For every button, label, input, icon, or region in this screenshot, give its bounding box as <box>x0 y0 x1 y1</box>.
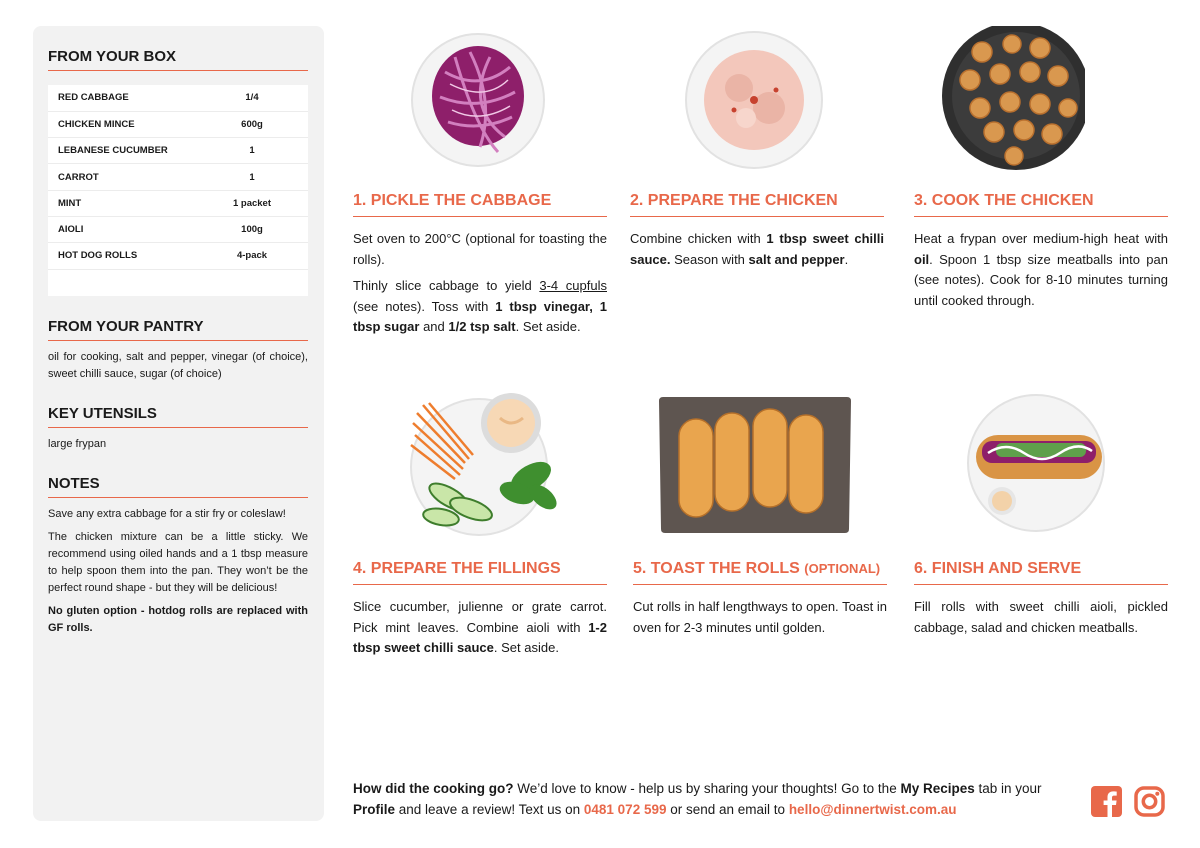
phone-link[interactable]: 0481 072 599 <box>583 802 667 817</box>
toasted-rolls-tray-image <box>659 393 851 536</box>
from-your-box-heading: FROM YOUR BOX <box>48 48 308 71</box>
step-1-body <box>353 229 607 338</box>
ingredient-qty: 1 packet <box>216 190 308 216</box>
pantry-text: oil for cooking, salt and pepper, vinegar (of choice), sweet chilli sauce, sugar (of choice) <box>48 351 308 381</box>
ingredients-table <box>48 85 308 296</box>
step-6 <box>914 560 1168 638</box>
step-2 <box>630 192 884 270</box>
notes-heading: NOTES <box>48 475 308 498</box>
step-4-text: Slice cucumber, julienne or grate carrot. Pick mint leaves. Combine aioli with 1-2 tbsp sweet chilli sauce. Set aside. <box>353 599 607 655</box>
red-cabbage-bowl-image <box>410 32 546 168</box>
step-3-text: Heat a frypan over medium-high heat with oil. Spoon 1 tbsp size meatballs into pan (see notes). Cook for 8-10 minutes turning until cooked through. <box>914 231 1168 308</box>
my-recipes-link[interactable]: My Recipes <box>900 781 975 796</box>
step-2-text: Combine chicken with 1 tbsp sweet chilli sauce. Season with salt and pepper. <box>630 231 884 267</box>
ingredient-row <box>48 190 308 216</box>
step-5-body <box>633 597 887 638</box>
ingredient-qty: 1 <box>216 138 308 164</box>
step-2-body <box>630 229 884 270</box>
ingredient-qty: 4-pack <box>216 243 308 269</box>
sidebar <box>33 26 324 821</box>
ingredient-name: AIOLI <box>48 216 216 242</box>
chicken-mince-bowl-image <box>684 30 824 170</box>
ingredient-qty: 600g <box>216 111 308 137</box>
step-4-title: 4. PREPARE THE FILLINGS <box>353 560 607 585</box>
ingredient-qty: 1 <box>216 164 308 190</box>
feedback-footer: How did the cooking go? We’d love to know - help us by sharing your thoughts! Go to the My Recipes tab in your Profile and leave a review! Text us on 0481 072 599 or send an email to hello@dinnertwist.com.au <box>353 781 1042 817</box>
ingredient-name: RED CABBAGE <box>48 85 216 111</box>
facebook-icon[interactable] <box>1091 786 1122 817</box>
step-5-text: Cut rolls in half lengthways to open. Toast in oven for 2-3 minutes until golden. <box>633 599 887 635</box>
utensils-text: large frypan <box>48 438 107 451</box>
ingredient-row <box>48 138 308 164</box>
ingredient-qty: 100g <box>216 216 308 242</box>
step-1-text: Thinly slice cabbage to yield 3-4 cupfuls (see notes). Toss with 1 tbsp vinegar, 1 tbsp sugar and 1/2 tsp salt. Set aside. <box>353 278 608 334</box>
step-1 <box>353 192 607 338</box>
step-1-text: Set oven to 200°C (optional for toasting the rolls). <box>353 231 607 267</box>
ingredient-name: CARROT <box>48 164 216 190</box>
note-text: The chicken mixture can be a little sticky. We recommend using oiled hands and a 1 tbsp measure to help spoon them into the pan. They won’t be the perfect round shape - but they will be delicious! <box>48 531 308 595</box>
ingredient-row <box>48 85 308 111</box>
ingredient-name: LEBANESE CUCUMBER <box>48 138 216 164</box>
ingredient-name: HOT DOG ROLLS <box>48 243 216 269</box>
step-6-text: Fill rolls with sweet chilli aioli, pickled cabbage, salad and chicken meatballs. <box>914 599 1168 635</box>
fillings-plate-image <box>405 393 563 538</box>
step-2-title: 2. PREPARE THE CHICKEN <box>630 192 884 217</box>
step-3-title: 3. COOK THE CHICKEN <box>914 192 1168 217</box>
step-4 <box>353 560 607 659</box>
instagram-icon[interactable] <box>1134 786 1165 817</box>
note-gluten-free: No gluten option - hotdog rolls are replaced with GF rolls. <box>48 605 308 635</box>
ingredient-row <box>48 243 308 269</box>
ingredient-row-empty <box>48 269 308 296</box>
step-1-title: 1. PICKLE THE CABBAGE <box>353 192 607 217</box>
step-3-body <box>914 229 1168 311</box>
hot-dog-plate-image <box>966 393 1106 535</box>
step-3 <box>914 192 1168 311</box>
step-6-title: 6. FINISH AND SERVE <box>914 560 1168 585</box>
step-5 <box>633 560 887 638</box>
step-6-body <box>914 597 1168 638</box>
step-4-body <box>353 597 607 659</box>
from-your-pantry-heading: FROM YOUR PANTRY <box>48 318 308 341</box>
profile-link[interactable]: Profile <box>353 802 396 817</box>
ingredient-qty: 1/4 <box>216 85 308 111</box>
email-link[interactable]: hello@dinnertwist.com.au <box>788 802 957 817</box>
ingredient-row <box>48 216 308 242</box>
ingredient-row <box>48 111 308 137</box>
note-text: Save any extra cabbage for a stir fry or coleslaw! <box>48 508 286 521</box>
frypan-meatballs-image <box>940 26 1085 170</box>
ingredient-name: CHICKEN MINCE <box>48 111 216 137</box>
ingredient-row <box>48 164 308 190</box>
ingredient-name: MINT <box>48 190 216 216</box>
key-utensils-heading: KEY UTENSILS <box>48 405 308 428</box>
step-5-title: 5. TOAST THE ROLLS (OPTIONAL) <box>633 560 887 585</box>
